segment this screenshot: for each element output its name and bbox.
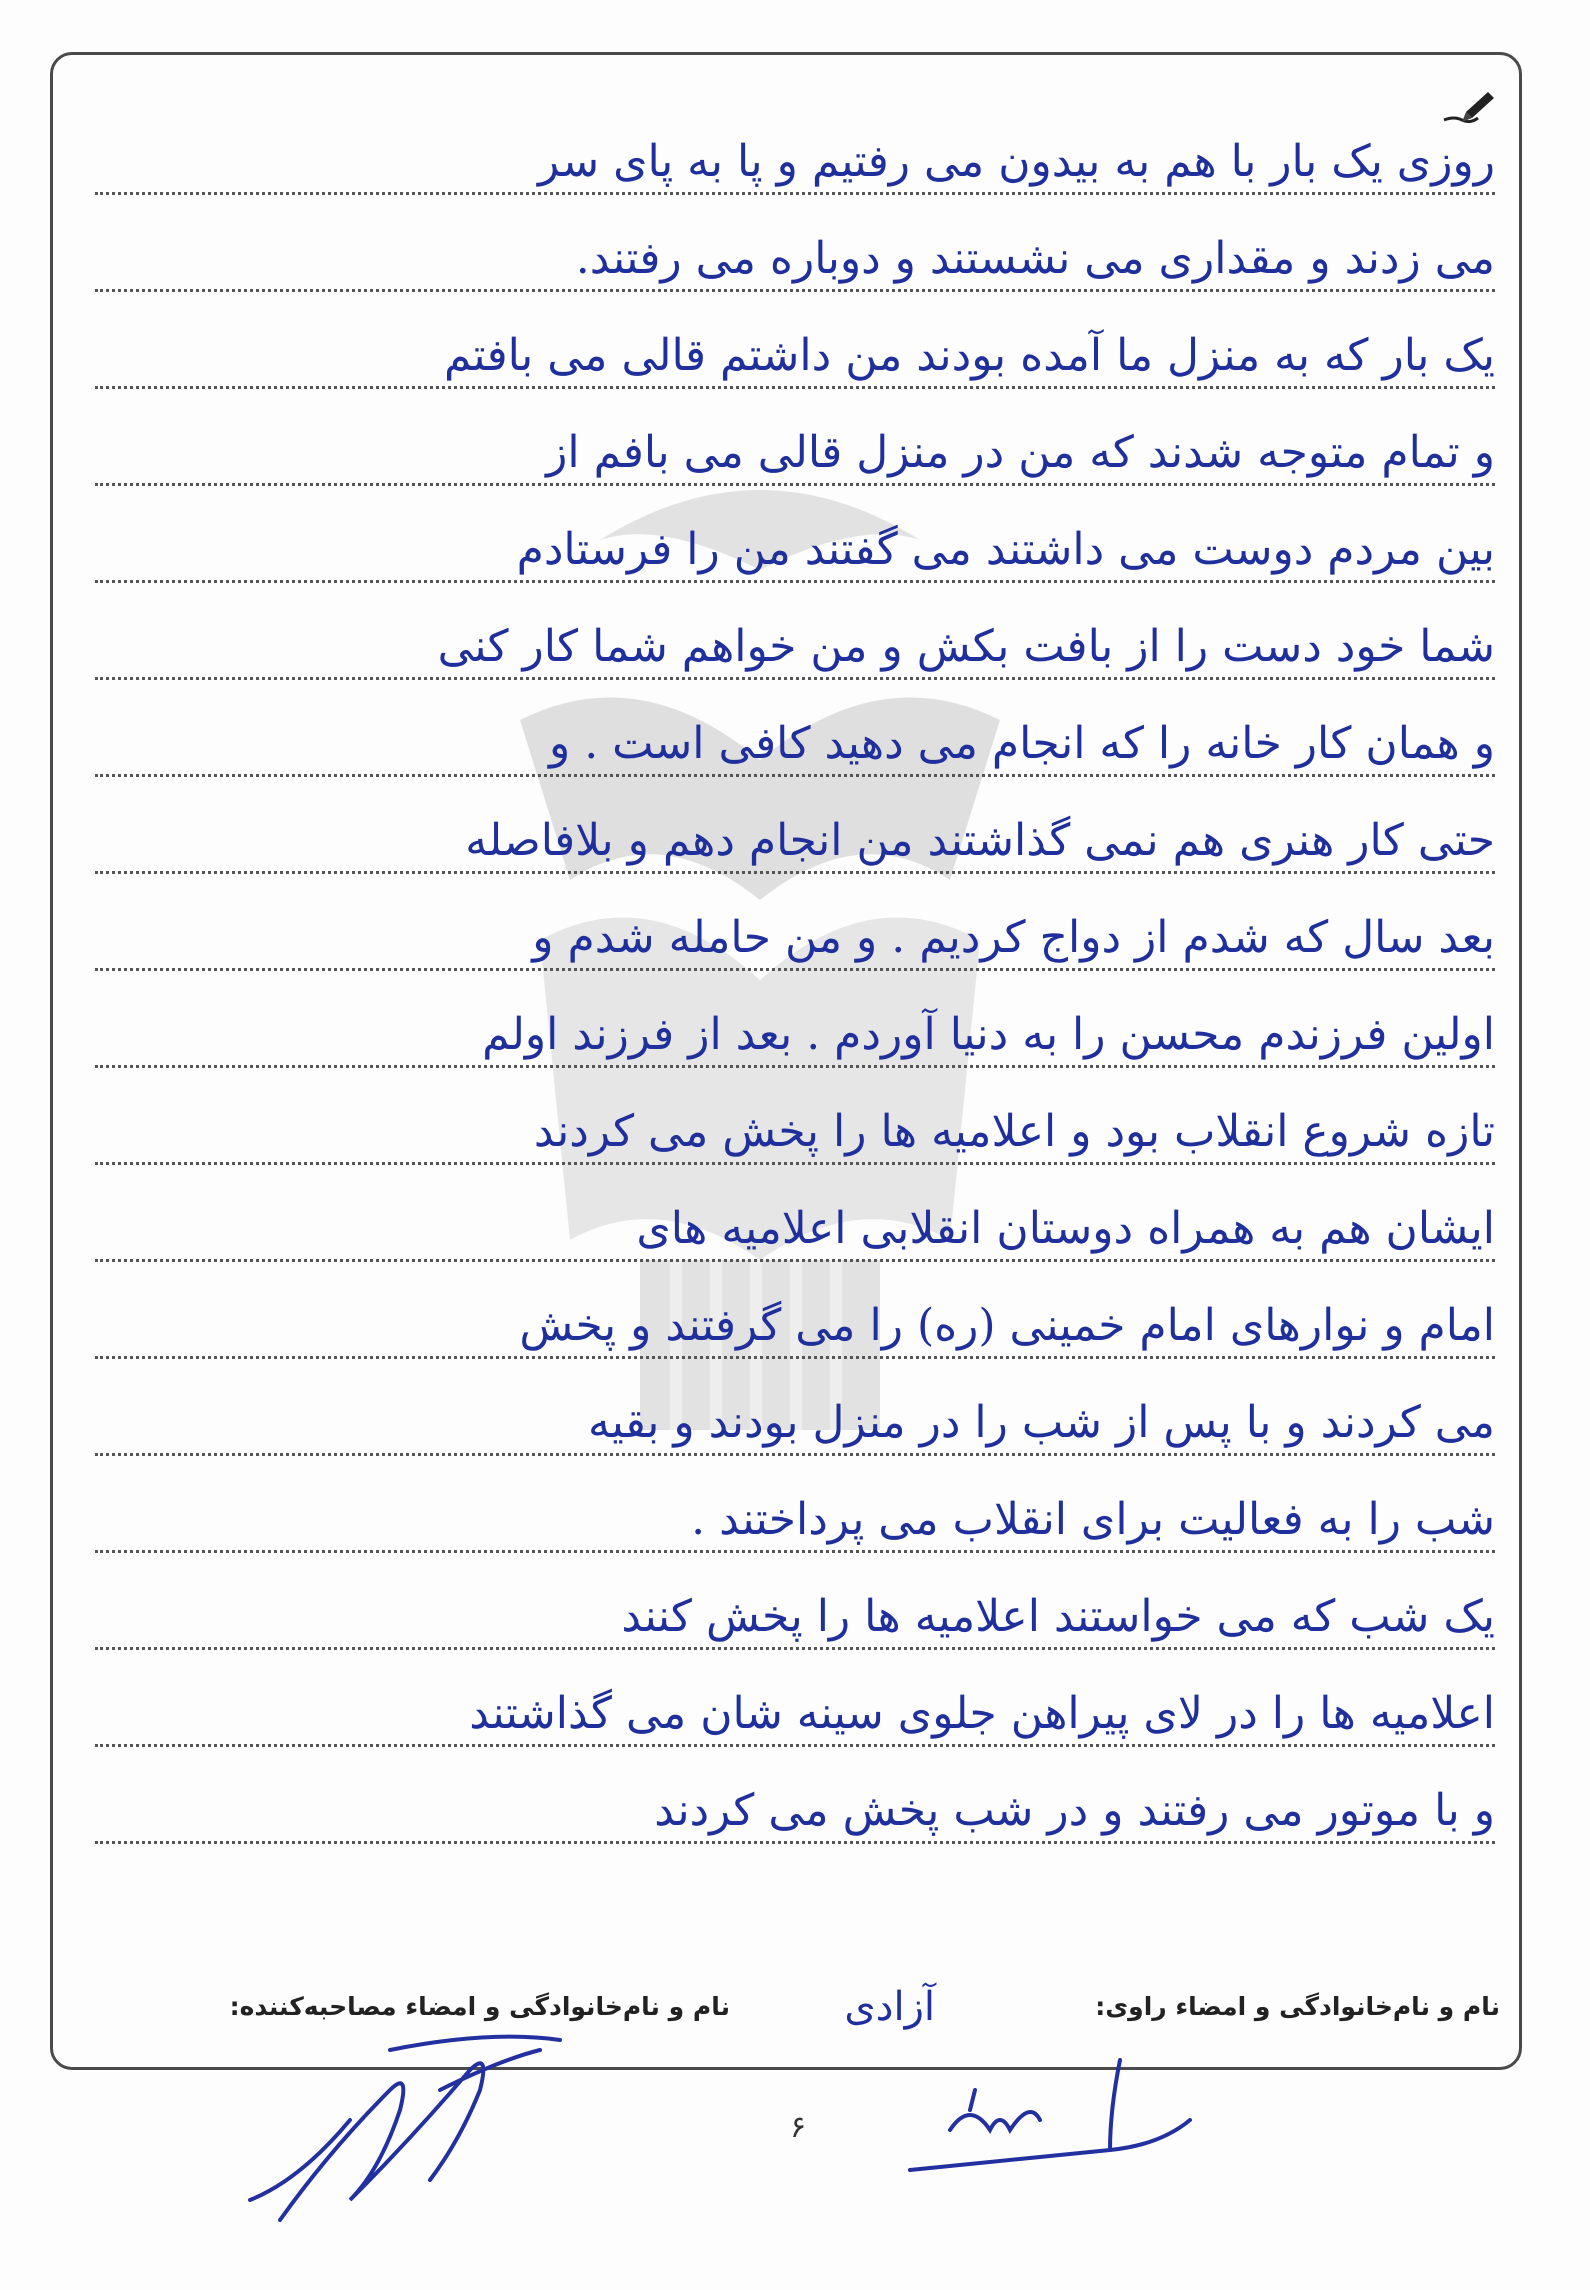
narrator-signature xyxy=(240,2030,570,2230)
interviewer-label: نام و نام‌خانوادگی و امضاء مصاحبه‌کننده: xyxy=(229,1992,730,2021)
narrator-label: نام و نام‌خانوادگی و امضاء راوی: xyxy=(1095,1992,1500,2021)
text-line: ایشان هم به همراه دوستان انقلابی اعلامیه های xyxy=(95,1167,1495,1262)
text-line: و با موتور می رفتند و در شب پخش می کردند xyxy=(95,1749,1495,1844)
text-line: اولین فرزندم محسن را به دنیا آوردم . بعد از فرزند اولم xyxy=(95,973,1495,1068)
text-line: می زدند و مقداری می نشستند و دوباره می رفتند. xyxy=(95,197,1495,292)
text-line: حتی کار هنری هم نمی گذاشتند من انجام دهم و بلافاصله xyxy=(95,779,1495,874)
text-line: و تمام متوجه شدند که من در منزل قالی می بافم از xyxy=(95,391,1495,486)
text-line: بعد سال که شدم از دواج کردیم . و من حامله شدم و xyxy=(95,876,1495,971)
interviewer-name: آزادی xyxy=(844,1984,935,2030)
text-line: شما خود دست را از بافت بکش و من خواهم شما کار کنی xyxy=(95,585,1495,680)
text-line: اعلامیه ها را در لای پیراهن جلوی سینه شان می گذاشتند xyxy=(95,1652,1495,1747)
text-line: یک شب که می خواستند اعلامیه ها را پخش کنند xyxy=(95,1555,1495,1650)
interviewer-signature xyxy=(890,2050,1220,2190)
text-line: تازه شروع انقلاب بود و اعلامیه ها را پخش می کردند xyxy=(95,1070,1495,1165)
text-line: امام و نوارهای امام خمینی (ره) را می گرفتند و پخش xyxy=(95,1264,1495,1359)
text-line: و همان کار خانه را که انجام می دهید کافی است . و xyxy=(95,682,1495,777)
text-line: می کردند و با پس از شب را در منزل بودند و بقیه xyxy=(95,1361,1495,1456)
text-line: روزی یک بار با هم به بیدون می رفتیم و پا به پای سر xyxy=(95,100,1495,195)
text-line: یک بار که به منزل ما آمده بودند من داشتم قالی می بافتم xyxy=(95,294,1495,389)
text-line: شب را به فعالیت برای انقلاب می پرداختند . xyxy=(95,1458,1495,1553)
text-line: بین مردم دوست می داشتند می گفتند من را فرستادم xyxy=(95,488,1495,583)
page-number: ۶ xyxy=(790,2110,807,2145)
